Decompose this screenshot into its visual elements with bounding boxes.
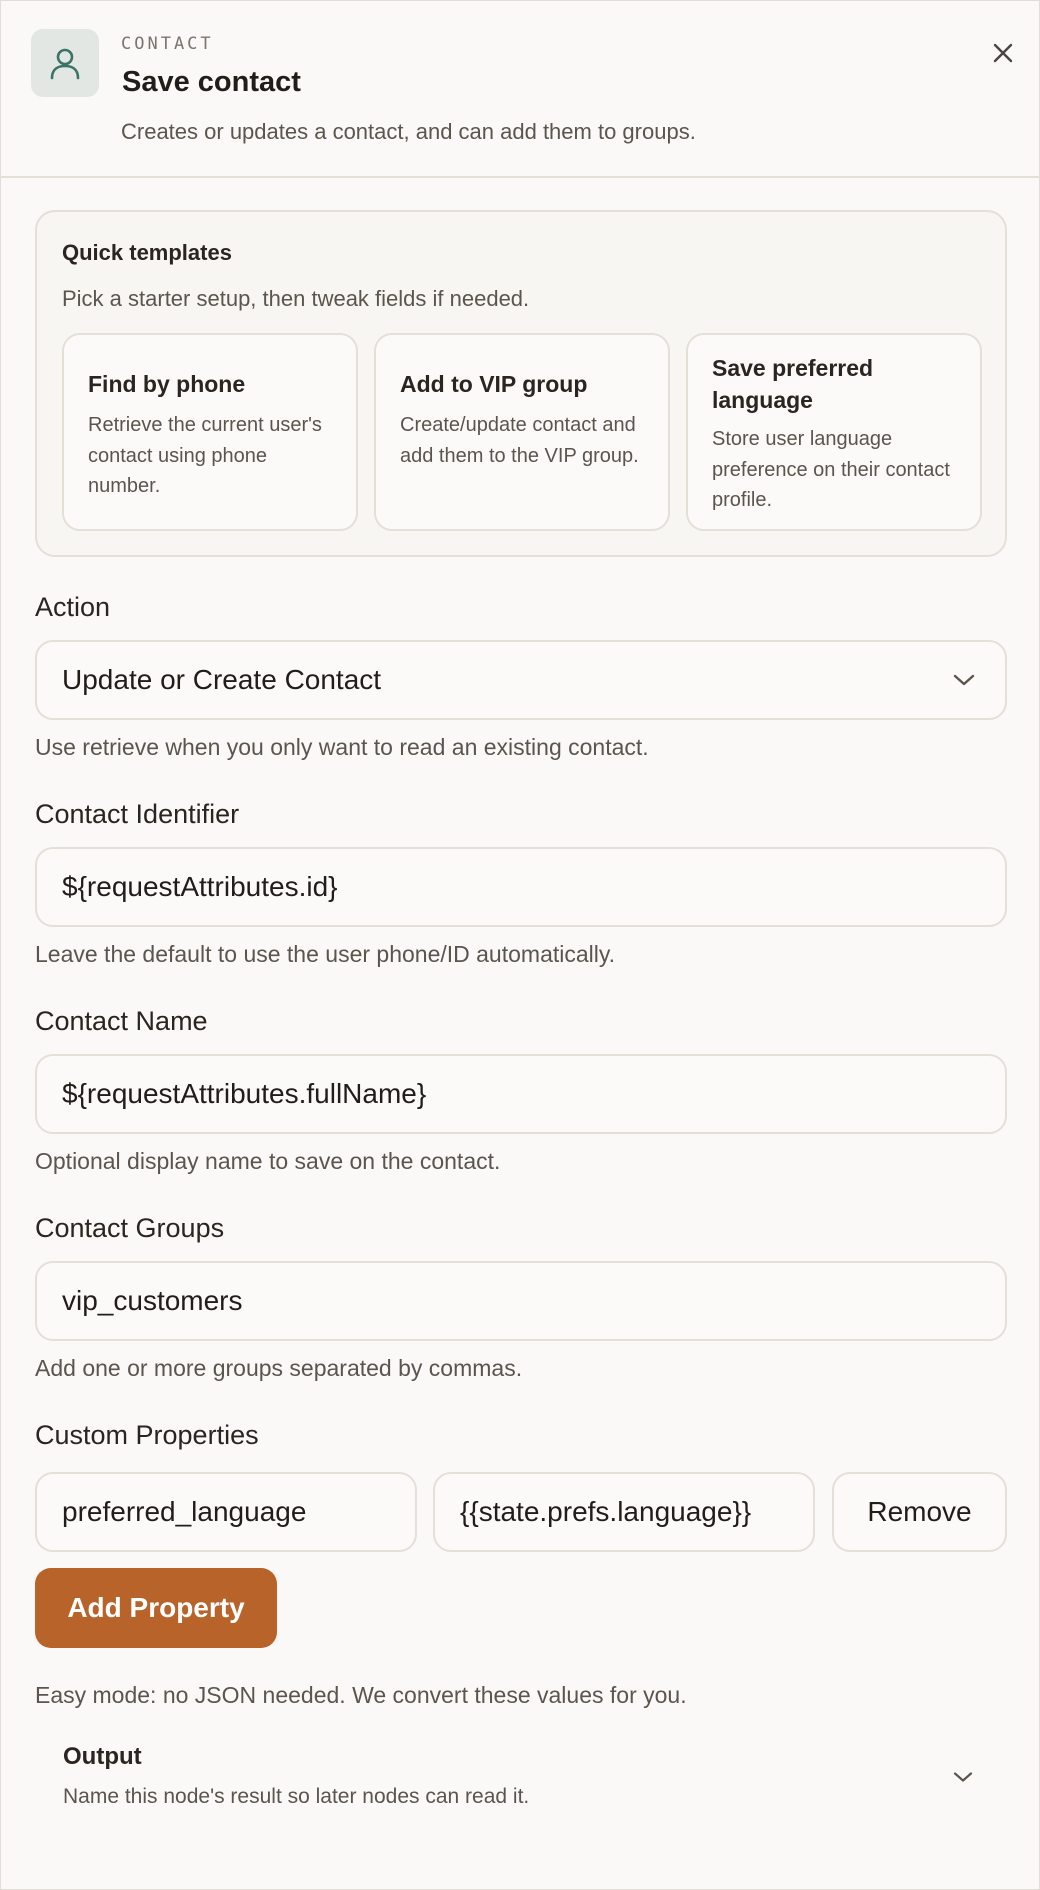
- contact-groups-input[interactable]: vip_customers: [35, 1261, 1007, 1341]
- action-label: Action: [35, 592, 111, 622]
- contact-groups-label: Contact Groups: [35, 1213, 225, 1243]
- close-icon: [992, 42, 1014, 64]
- contact-name-input[interactable]: ${requestAttributes.fullName}: [35, 1054, 1007, 1134]
- chevron-down-icon: [953, 673, 975, 687]
- custom-properties-label: Custom Properties: [35, 1420, 259, 1450]
- contact-name-help: Optional display name to save on the contact.: [35, 1148, 501, 1174]
- contact-identifier-help: Leave the default to use the user phone/ID automatically.: [35, 941, 616, 967]
- action-select[interactable]: [35, 640, 1007, 720]
- output-title: Output: [63, 1743, 142, 1770]
- contact-identifier-label: Contact Identifier: [35, 799, 240, 829]
- close-button[interactable]: [987, 37, 1019, 69]
- remove-property-button[interactable]: Remove: [832, 1472, 1007, 1552]
- contact-name-label: Contact Name: [35, 1006, 208, 1036]
- quick-templates: [35, 210, 1007, 557]
- output-description: Name this node's result so later nodes can read it.: [63, 1785, 530, 1808]
- template-card-preferred-language[interactable]: [686, 333, 982, 531]
- panel-kicker: CONTACT: [121, 34, 214, 54]
- templates-title: Quick templates: [62, 240, 232, 265]
- contact-avatar: [31, 29, 99, 97]
- panel-title: Save contact: [122, 66, 301, 98]
- chevron-down-icon: [953, 1771, 973, 1784]
- panel-header: [1, 1, 1039, 178]
- output-section-toggle[interactable]: [35, 1731, 1007, 1823]
- property-value-input[interactable]: {{state.prefs.language}}: [433, 1472, 815, 1552]
- user-icon: [48, 46, 82, 80]
- template-card-title: Add to VIP group: [400, 371, 588, 397]
- template-card-title: Find by phone: [88, 371, 246, 397]
- template-card-description: Create/update contact and add them to the VIP group.: [400, 414, 639, 467]
- add-property-button[interactable]: Add Property: [35, 1568, 277, 1648]
- template-card-find-by-phone[interactable]: [62, 333, 358, 531]
- action-help: Use retrieve when you only want to read an existing contact.: [35, 734, 649, 760]
- property-key-input[interactable]: preferred_language: [35, 1472, 417, 1552]
- panel-subtitle: Creates or updates a contact, and can add them to groups.: [121, 119, 696, 144]
- action-select-value: Update or Create Contact: [62, 664, 382, 695]
- template-card-title: Save preferred language: [712, 355, 874, 413]
- custom-properties-help: Easy mode: no JSON needed. We convert these values for you.: [35, 1682, 687, 1708]
- contact-identifier-input[interactable]: ${requestAttributes.id}: [35, 847, 1007, 927]
- template-card-description: Store user language preference on their contact profile.: [712, 428, 950, 511]
- template-card-add-to-vip[interactable]: [374, 333, 670, 531]
- templates-description: Pick a starter setup, then tweak fields if needed.: [62, 286, 530, 311]
- template-card-description: Retrieve the current user's contact using phone number.: [88, 414, 322, 497]
- contact-groups-help: Add one or more groups separated by commas.: [35, 1355, 523, 1381]
